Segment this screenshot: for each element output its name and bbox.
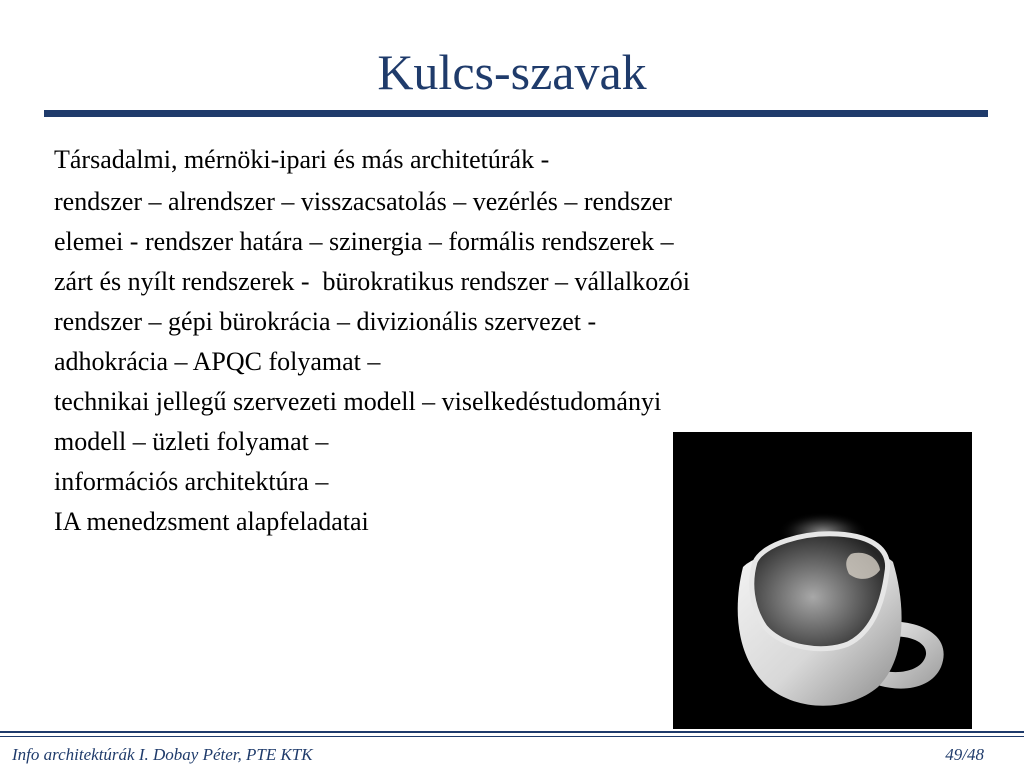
footer-credit: Info architektúrák I. Dobay Péter, PTE KTK bbox=[12, 745, 313, 764]
footer-divider-thin bbox=[0, 736, 1024, 737]
keyword-line: rendszer – gépi bürokrácia – divizionális szervezet - bbox=[54, 307, 597, 336]
keyword-line: IA menedzsment alapfeladatai bbox=[54, 507, 369, 536]
keyword-line: elemei - rendszer határa – szinergia – formális rendszerek – bbox=[54, 227, 674, 256]
slide-title: Kulcs-szavak bbox=[377, 44, 647, 100]
intro-paragraph: Társadalmi, mérnöki-ipari és más architetúrák - bbox=[54, 145, 550, 174]
keyword-line: információs architektúra – bbox=[54, 467, 329, 496]
title-divider bbox=[44, 110, 988, 117]
footer-divider bbox=[0, 731, 1024, 733]
keyword-line: rendszer – alrendszer – visszacsatolás – vezérlés – rendszer bbox=[54, 187, 672, 216]
keyword-line: adhokrácia – APQC folyamat – bbox=[54, 347, 381, 376]
keyword-line: zárt és nyílt rendszerek - bürokratikus rendszer – vállalkozói bbox=[54, 267, 691, 296]
keyword-line: technikai jellegű szervezeti modell – viselkedéstudományi bbox=[54, 387, 662, 416]
page-number: 49/48 bbox=[945, 745, 984, 764]
keyword-line: modell – üzleti folyamat – bbox=[54, 427, 329, 456]
coffee-cup-image bbox=[673, 432, 972, 729]
